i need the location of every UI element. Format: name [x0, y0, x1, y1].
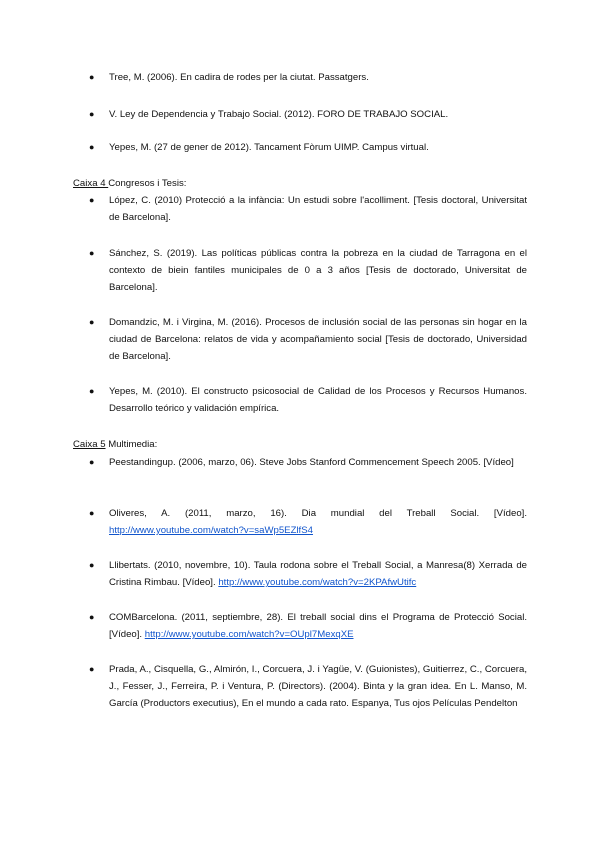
reference-list [89, 383, 527, 417]
list-item [89, 106, 527, 123]
reference-text: Sánchez, S. (2019). Las políticas públicas contra la pobreza en la ciudad de Tarragona en el contexto de biein fantiles municipales de 0 a 3 años [Tesis de doctorado, Universitat de Barcelona]. [109, 248, 527, 293]
bullet-icon: ● [89, 386, 95, 396]
list-item [89, 661, 527, 712]
video-link[interactable]: http://www.youtube.com/watch?v=saWp5EZlfS4 [109, 525, 313, 536]
section-title: Multimedia: [105, 439, 158, 450]
section-label: Caixa 4 [73, 178, 109, 189]
list-item [89, 192, 527, 226]
video-link[interactable]: http://www.youtube.com/watch?v=2KPAfwUtifc [218, 577, 417, 588]
bullet-icon: ● [89, 612, 95, 622]
list-item [89, 557, 527, 591]
reference-text: COMBarcelona. (2011, septiembre, 28). El treball social dins el Programa de Protecció Social. [Vídeo]. [109, 612, 527, 640]
reference-text: Peestandingup. (2006, marzo, 06). Steve Jobs Stanford Commencement Speech 2005. [Vídeo] [109, 457, 514, 468]
bullet-icon: ● [89, 457, 95, 467]
bullet-icon: ● [89, 248, 95, 258]
bullet-icon: ● [89, 508, 95, 518]
reference-list [89, 505, 527, 539]
bullet-icon: ● [89, 317, 95, 327]
reference-text: López, C. (2010) Protecció a la infància: Un estudi sobre l'acolliment. [Tesis doctoral, Universitat de Barcelona]. [109, 195, 527, 223]
bullet-icon: ● [89, 142, 95, 152]
reference-text: Yepes, M. (2010). El constructo psicosocial de Calidad de los Procesos y Recursos Humanos. Desarrollo teórico y validación empírica. [109, 386, 527, 414]
reference-list-top [89, 106, 527, 123]
bullet-icon: ● [89, 560, 95, 570]
bullet-icon: ● [89, 109, 95, 119]
reference-text: Llibertats. (2010, novembre, 10). Taula rodona sobre el Treball Social, a Manresa(8) Xerrada de Cristina Rimbau. [Vídeo]. [109, 560, 527, 588]
reference-list [89, 557, 527, 591]
list-item [89, 505, 527, 539]
list-item [89, 314, 527, 365]
reference-list-top [89, 139, 527, 156]
reference-list [89, 661, 527, 712]
section-heading-caixa-4 [73, 175, 186, 192]
reference-list [89, 609, 527, 643]
video-link[interactable]: http://www.youtube.com/watch?v=OUpl7MexqXE [144, 629, 354, 640]
list-item [89, 609, 527, 643]
list-item [89, 383, 527, 417]
list-item [89, 245, 527, 296]
section-title: Congresos i Tesis: [108, 178, 187, 189]
reference-list [89, 454, 527, 471]
reference-text: Domandzic, M. i Virgina, M. (2016). Procesos de inclusión social de las personas sin hogar en la ciudad de Barcelona: relatos de vida y acompañamiento social [Tesis de doctorado, Universidad de Barcelona]. [109, 317, 527, 362]
bullet-icon: ● [89, 664, 95, 674]
reference-text: Prada, A., Cisquella, G., Almirón, I., Corcuera, J. i Yagüe, V. (Guionistes), Guitierrez, C., Corcuera, J., Fesser, J., Ferreira, P. i Ventura, P. (Directors). (2004). Binta y la gran idea. En L. Manso, M. García (Productors executius), En el mundo a cada rato. Espanya, Tus ojos Películas Pendelton [109, 664, 527, 709]
list-item [89, 454, 527, 471]
reference-list [89, 245, 527, 296]
section-label: Caixa 5 [73, 439, 106, 450]
list-item [89, 139, 527, 156]
reference-text: Tree, M. (2006). En cadira de rodes per la ciutat. Passatgers. [109, 72, 369, 83]
section-heading-caixa-5 [73, 436, 157, 453]
reference-list [89, 192, 527, 226]
reference-text: Yepes, M. (27 de gener de 2012). Tancament Fòrum UIMP. Campus virtual. [109, 142, 429, 153]
reference-text: Oliveres, A. (2011, marzo, 16). Dia mundial del Treball Social. [Vídeo]. [109, 508, 527, 519]
bullet-icon: ● [89, 195, 95, 205]
bullet-icon: ● [89, 72, 95, 82]
list-item [89, 69, 527, 86]
reference-list [89, 314, 527, 365]
reference-list-top [89, 69, 527, 86]
reference-text: V. Ley de Dependencia y Trabajo Social. (2012). FORO DE TRABAJO SOCIAL. [109, 109, 449, 120]
